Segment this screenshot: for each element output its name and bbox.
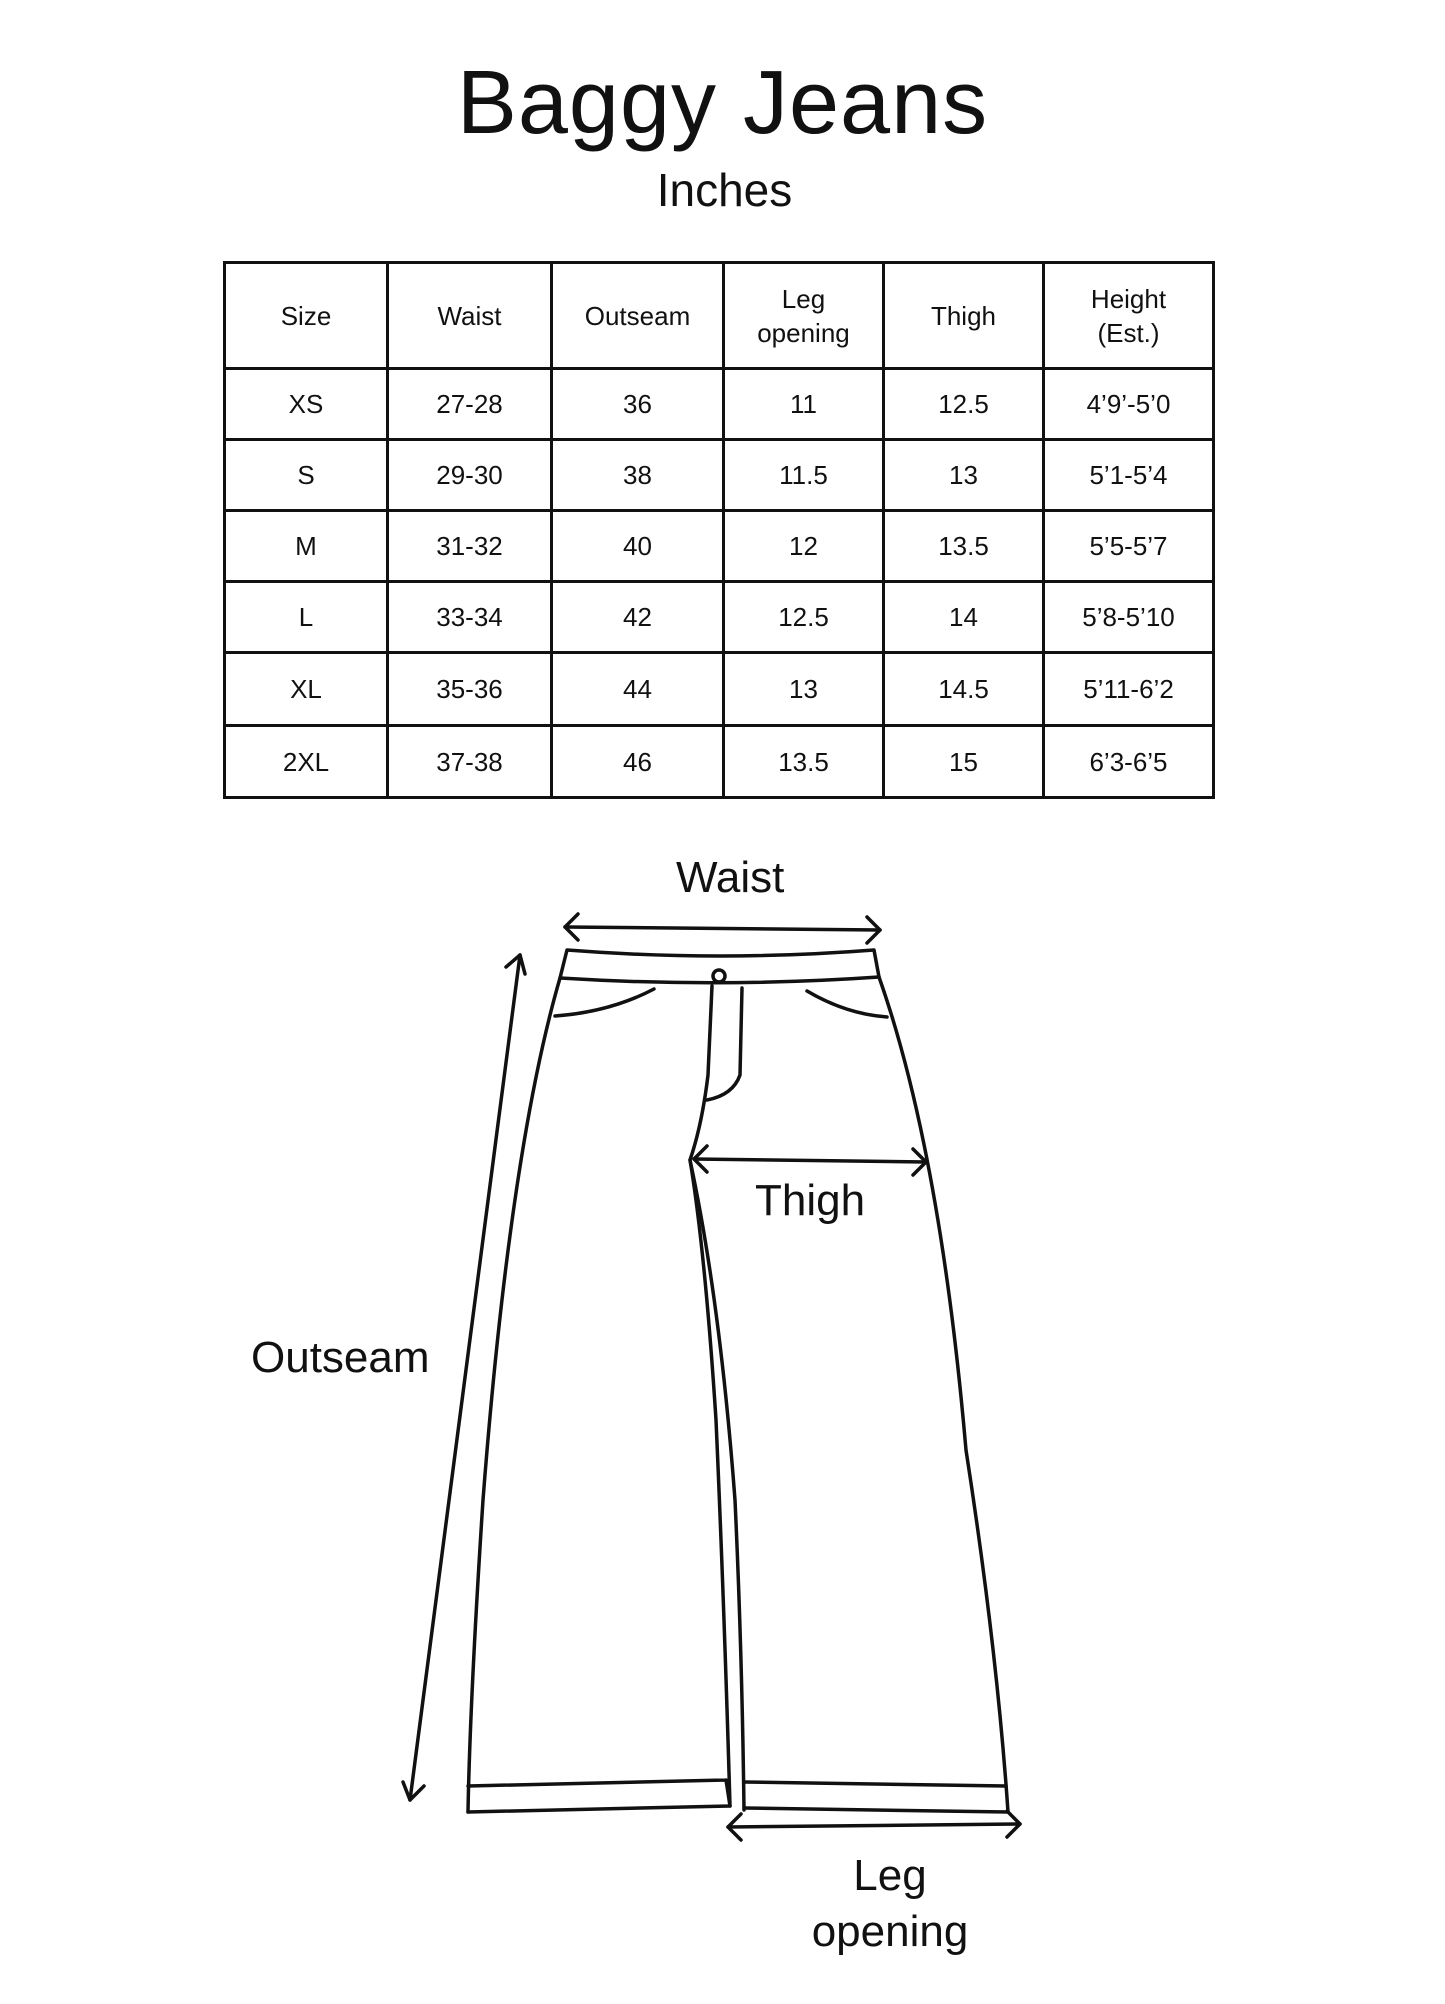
- right-leg-inner: [690, 1160, 744, 1810]
- cell-size: L: [225, 582, 388, 653]
- outseam-label: Outseam: [251, 1333, 430, 1382]
- cell-thigh: 13.5: [884, 511, 1044, 582]
- cell-outseam: 46: [552, 726, 724, 798]
- cell-height: 6’3-6’5: [1044, 726, 1214, 798]
- cell-height: 5’5-5’7: [1044, 511, 1214, 582]
- cell-leg-opening: 13: [724, 653, 884, 726]
- thigh-label: Thigh: [755, 1176, 866, 1225]
- cell-size: 2XL: [225, 726, 388, 798]
- cell-outseam: 44: [552, 653, 724, 726]
- cell-size: XL: [225, 653, 388, 726]
- header-size: Size: [225, 263, 388, 369]
- waist-label: Waist: [676, 853, 785, 902]
- page-title: Baggy Jeans: [456, 53, 989, 153]
- cell-waist: 29-30: [388, 440, 552, 511]
- cell-thigh: 13: [884, 440, 1044, 511]
- cell-leg-opening: 12: [724, 511, 884, 582]
- left-hem: [468, 1780, 730, 1812]
- cell-waist: 35-36: [388, 653, 552, 726]
- cell-size: M: [225, 511, 388, 582]
- cell-waist: 27-28: [388, 369, 552, 440]
- cell-size: XS: [225, 369, 388, 440]
- header-waist: Waist: [388, 263, 552, 369]
- cell-leg-opening: 12.5: [724, 582, 884, 653]
- header-thigh: Thigh: [884, 263, 1044, 369]
- waistband: [560, 950, 879, 983]
- cell-waist: 31-32: [388, 511, 552, 582]
- cell-height: 4’9’-5’0: [1044, 369, 1214, 440]
- header-height: Height (Est.): [1044, 263, 1214, 369]
- cell-thigh: 12.5: [884, 369, 1044, 440]
- cell-leg-opening: 11.5: [724, 440, 884, 511]
- cell-outseam: 38: [552, 440, 724, 511]
- cell-outseam: 40: [552, 511, 724, 582]
- thigh-arrow-icon: [694, 1146, 926, 1175]
- cell-size: S: [225, 440, 388, 511]
- cell-height: 5’8-5’10: [1044, 582, 1214, 653]
- header-outseam: Outseam: [552, 263, 724, 369]
- right-hem: [744, 1782, 1008, 1812]
- jeans-outline: [468, 950, 1008, 1812]
- left-pocket: [555, 989, 654, 1016]
- cell-height: 5’1-5’4: [1044, 440, 1214, 511]
- cell-thigh: 14.5: [884, 653, 1044, 726]
- page-subtitle: Inches: [656, 164, 793, 216]
- cell-waist: 33-34: [388, 582, 552, 653]
- leg-opening-label: Leg opening: [811, 1851, 969, 1956]
- cell-leg-opening: 11: [724, 369, 884, 440]
- cell-leg-opening: 13.5: [724, 726, 884, 798]
- cell-outseam: 36: [552, 369, 724, 440]
- waist-arrow-icon: [565, 914, 880, 943]
- center-seam: [690, 986, 730, 1806]
- cell-thigh: 14: [884, 582, 1044, 653]
- left-leg-outer: [468, 978, 560, 1812]
- header-leg-opening: Leg opening: [724, 263, 884, 369]
- leg-opening-arrow-icon: [728, 1811, 1020, 1840]
- right-pocket: [807, 991, 887, 1017]
- cell-thigh: 15: [884, 726, 1044, 798]
- cell-outseam: 42: [552, 582, 724, 653]
- right-leg-outer: [879, 977, 1008, 1812]
- cell-waist: 37-38: [388, 726, 552, 798]
- cell-height: 5’11-6’2: [1044, 653, 1214, 726]
- button-icon: [713, 970, 725, 982]
